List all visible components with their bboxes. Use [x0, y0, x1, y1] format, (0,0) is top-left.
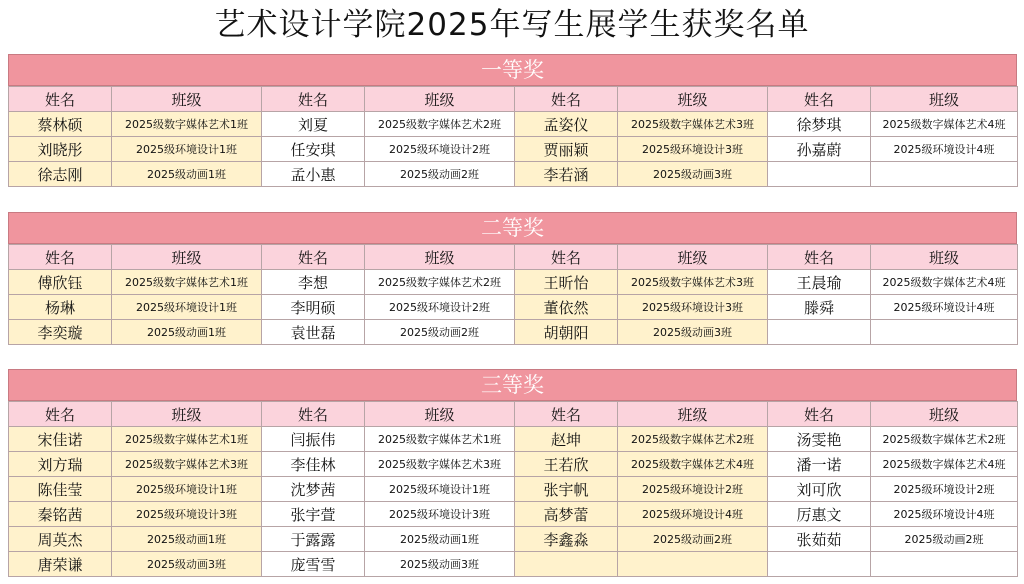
class-cell: 2025级数字媒体艺术4班 [871, 452, 1018, 477]
class-cell: 2025级数字媒体艺术3班 [618, 270, 768, 295]
student-name-cell: 胡朝阳 [515, 320, 618, 345]
student-name-cell: 张茹茹 [768, 527, 871, 552]
class-cell: 2025级环境设计2班 [618, 477, 768, 502]
class-cell: 2025级动画2班 [365, 162, 515, 187]
class-cell: 2025级动画3班 [618, 320, 768, 345]
table-row [9, 295, 1018, 320]
student-name-cell: 袁世磊 [262, 320, 365, 345]
class-column-header: 班级 [112, 245, 262, 270]
student-name-cell: 刘可欣 [768, 477, 871, 502]
student-name-cell: 宋佳诺 [9, 427, 112, 452]
student-name-cell: 周英杰 [9, 527, 112, 552]
name-column-header: 姓名 [515, 402, 618, 427]
table-row [9, 502, 1018, 527]
class-cell: 2025级数字媒体艺术3班 [618, 112, 768, 137]
section-title: 二等奖 [8, 212, 1017, 244]
student-name-cell: 于露露 [262, 527, 365, 552]
student-name-cell: 贾丽颖 [515, 137, 618, 162]
class-cell: 2025级数字媒体艺术3班 [365, 452, 515, 477]
name-column-header: 姓名 [262, 87, 365, 112]
class-cell: 2025级数字媒体艺术3班 [112, 452, 262, 477]
class-cell: 2025级数字媒体艺术1班 [112, 112, 262, 137]
class-cell: 2025级动画2班 [365, 320, 515, 345]
class-column-header: 班级 [365, 402, 515, 427]
student-name-cell: 潘一诺 [768, 452, 871, 477]
class-cell: 2025级数字媒体艺术4班 [618, 452, 768, 477]
student-name-cell: 赵坤 [515, 427, 618, 452]
student-name-cell: 董依然 [515, 295, 618, 320]
student-name-cell: 李鑫淼 [515, 527, 618, 552]
class-cell: 2025级环境设计3班 [618, 295, 768, 320]
class-cell: 2025级动画1班 [112, 320, 262, 345]
student-name-cell: 任安琪 [262, 137, 365, 162]
class-cell: 2025级数字媒体艺术2班 [618, 427, 768, 452]
table-header-row [9, 402, 1018, 427]
class-cell: 2025级动画3班 [112, 552, 262, 577]
student-name-cell [768, 162, 871, 187]
student-name-cell [768, 320, 871, 345]
student-name-cell: 李佳林 [262, 452, 365, 477]
class-cell: 2025级动画3班 [365, 552, 515, 577]
student-name-cell: 张宇萱 [262, 502, 365, 527]
student-name-cell: 李明硕 [262, 295, 365, 320]
class-column-header: 班级 [871, 245, 1018, 270]
student-name-cell: 杨琳 [9, 295, 112, 320]
class-cell: 2025级数字媒体艺术2班 [871, 427, 1018, 452]
name-column-header: 姓名 [768, 87, 871, 112]
class-cell: 2025级动画2班 [618, 527, 768, 552]
student-name-cell: 李若涵 [515, 162, 618, 187]
student-name-cell: 汤雯艳 [768, 427, 871, 452]
class-cell: 2025级数字媒体艺术1班 [112, 427, 262, 452]
class-cell: 2025级数字媒体艺术2班 [365, 270, 515, 295]
class-cell [618, 552, 768, 577]
student-name-cell: 孙嘉蔚 [768, 137, 871, 162]
table-row [9, 552, 1018, 577]
class-cell: 2025级动画3班 [618, 162, 768, 187]
student-name-cell: 厉惠文 [768, 502, 871, 527]
student-name-cell: 孟姿仪 [515, 112, 618, 137]
student-name-cell: 徐梦琪 [768, 112, 871, 137]
class-column-header: 班级 [365, 245, 515, 270]
student-name-cell: 蔡林硕 [9, 112, 112, 137]
class-cell: 2025级环境设计4班 [618, 502, 768, 527]
table-row [9, 320, 1018, 345]
student-name-cell: 王晨瑜 [768, 270, 871, 295]
table-header-row [9, 245, 1018, 270]
table-row [9, 162, 1018, 187]
class-cell [871, 552, 1018, 577]
award-table [8, 86, 1018, 187]
table-row [9, 477, 1018, 502]
class-cell: 2025级环境设计4班 [871, 137, 1018, 162]
student-name-cell: 庞雪雪 [262, 552, 365, 577]
name-column-header: 姓名 [9, 87, 112, 112]
section-title: 一等奖 [8, 54, 1017, 86]
class-cell [871, 162, 1018, 187]
class-cell: 2025级数字媒体艺术4班 [871, 270, 1018, 295]
student-name-cell: 孟小惠 [262, 162, 365, 187]
student-name-cell: 王昕怡 [515, 270, 618, 295]
class-cell: 2025级数字媒体艺术4班 [871, 112, 1018, 137]
class-column-header: 班级 [618, 245, 768, 270]
table-row [9, 112, 1018, 137]
student-name-cell: 王若欣 [515, 452, 618, 477]
award-table [8, 244, 1018, 345]
student-name-cell: 沈梦茜 [262, 477, 365, 502]
class-cell: 2025级环境设计1班 [112, 137, 262, 162]
section-third-prize [8, 369, 1017, 577]
name-column-header: 姓名 [262, 402, 365, 427]
student-name-cell [768, 552, 871, 577]
class-column-header: 班级 [871, 402, 1018, 427]
class-cell: 2025级数字媒体艺术2班 [365, 112, 515, 137]
class-column-header: 班级 [618, 87, 768, 112]
class-cell: 2025级环境设计1班 [112, 295, 262, 320]
student-name-cell: 李想 [262, 270, 365, 295]
student-name-cell: 傅欣钰 [9, 270, 112, 295]
student-name-cell: 张宇帆 [515, 477, 618, 502]
class-cell [871, 320, 1018, 345]
class-cell: 2025级动画1班 [112, 162, 262, 187]
class-cell: 2025级环境设计2班 [365, 137, 515, 162]
class-cell: 2025级环境设计1班 [365, 477, 515, 502]
student-name-cell: 刘夏 [262, 112, 365, 137]
section-title: 三等奖 [8, 369, 1017, 401]
page-title: 艺术设计学院2025年写生展学生获奖名单 [214, 7, 810, 43]
table-row [9, 137, 1018, 162]
student-name-cell [515, 552, 618, 577]
table-row [9, 452, 1018, 477]
class-cell: 2025级数字媒体艺术1班 [112, 270, 262, 295]
student-name-cell: 高梦蕾 [515, 502, 618, 527]
class-cell: 2025级动画1班 [112, 527, 262, 552]
student-name-cell: 徐志刚 [9, 162, 112, 187]
class-cell: 2025级环境设计1班 [112, 477, 262, 502]
class-cell: 2025级动画1班 [365, 527, 515, 552]
class-cell: 2025级环境设计2班 [365, 295, 515, 320]
class-cell: 2025级环境设计3班 [618, 137, 768, 162]
section-second-prize [8, 212, 1017, 345]
name-column-header: 姓名 [768, 402, 871, 427]
student-name-cell: 唐荣谦 [9, 552, 112, 577]
name-column-header: 姓名 [262, 245, 365, 270]
name-column-header: 姓名 [515, 245, 618, 270]
student-name-cell: 刘方瑞 [9, 452, 112, 477]
name-column-header: 姓名 [9, 402, 112, 427]
name-column-header: 姓名 [515, 87, 618, 112]
award-table [8, 401, 1018, 577]
student-name-cell: 秦铭茜 [9, 502, 112, 527]
class-cell: 2025级数字媒体艺术1班 [365, 427, 515, 452]
student-name-cell: 李奕璇 [9, 320, 112, 345]
class-column-header: 班级 [112, 402, 262, 427]
class-column-header: 班级 [365, 87, 515, 112]
student-name-cell: 滕舜 [768, 295, 871, 320]
class-column-header: 班级 [871, 87, 1018, 112]
table-row [9, 527, 1018, 552]
student-name-cell: 刘晓彤 [9, 137, 112, 162]
class-cell: 2025级环境设计3班 [365, 502, 515, 527]
class-cell: 2025级环境设计4班 [871, 502, 1018, 527]
class-column-header: 班级 [618, 402, 768, 427]
section-first-prize [8, 54, 1017, 187]
table-row [9, 427, 1018, 452]
class-cell: 2025级环境设计2班 [871, 477, 1018, 502]
class-cell: 2025级环境设计3班 [112, 502, 262, 527]
class-column-header: 班级 [112, 87, 262, 112]
student-name-cell: 陈佳莹 [9, 477, 112, 502]
table-header-row [9, 87, 1018, 112]
table-row [9, 270, 1018, 295]
class-cell: 2025级动画2班 [871, 527, 1018, 552]
name-column-header: 姓名 [9, 245, 112, 270]
name-column-header: 姓名 [768, 245, 871, 270]
class-cell: 2025级环境设计4班 [871, 295, 1018, 320]
student-name-cell: 闫振伟 [262, 427, 365, 452]
